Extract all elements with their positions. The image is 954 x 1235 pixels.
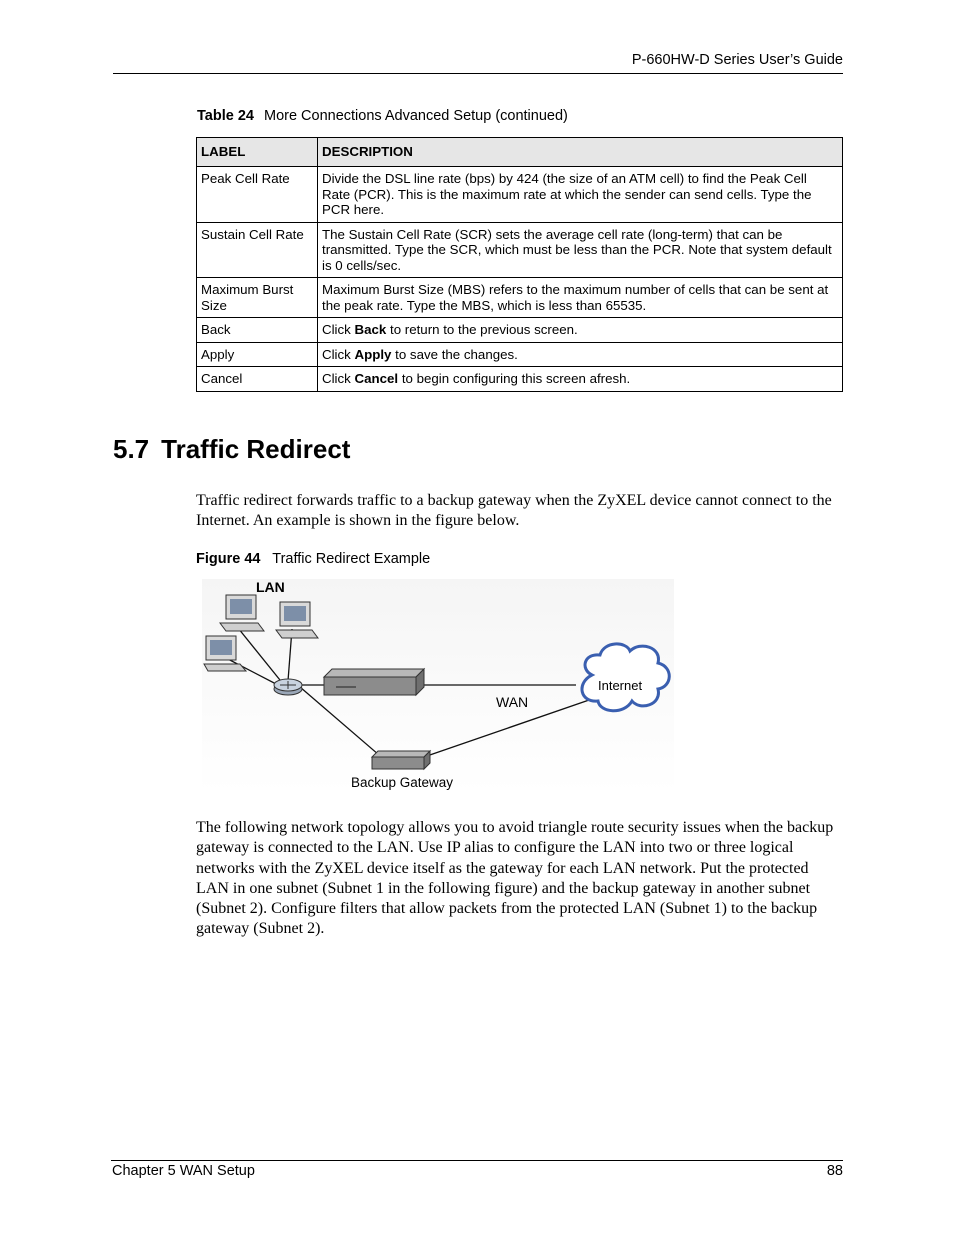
row-label: Peak Cell Rate <box>197 167 318 223</box>
row-description: Maximum Burst Size (MBS) refers to the maximum number of cells that can be sent at the peak rate. Type the MBS, which is less than 65535. <box>318 278 843 318</box>
section-title: Traffic Redirect <box>161 434 351 464</box>
row-label: Maximum Burst Size <box>197 278 318 318</box>
figure-caption <box>196 551 430 567</box>
table-row <box>197 342 843 367</box>
row-label: Back <box>197 318 318 343</box>
chapter-name: Chapter 5 WAN Setup <box>112 1163 255 1179</box>
row-description: Click Cancel to begin configuring this screen afresh. <box>318 367 843 392</box>
row-label: Apply <box>197 342 318 367</box>
internet-label: Internet <box>598 678 643 693</box>
column-header-label: LABEL <box>197 138 318 167</box>
section-number: 5.7 <box>113 434 150 464</box>
traffic-redirect-diagram <box>196 575 678 797</box>
settings-table <box>196 137 843 392</box>
page-header <box>113 51 843 74</box>
row-label: Cancel <box>197 367 318 392</box>
table-row <box>197 167 843 223</box>
row-description: Divide the DSL line rate (bps) by 424 (the size of an ATM cell) to find the Peak Cell Rate (PCR). This is the maximum rate at which the sender can send cells. Type the PCR here. <box>318 167 843 223</box>
column-header-description: DESCRIPTION <box>318 138 843 167</box>
section-heading <box>113 434 350 465</box>
row-description: Click Apply to save the changes. <box>318 342 843 367</box>
backup-gateway-icon <box>372 751 430 769</box>
table-row <box>197 222 843 278</box>
table-caption-text: More Connections Advanced Setup (continued) <box>263 108 568 124</box>
figure-caption-text: Traffic Redirect Example <box>272 551 431 567</box>
figure-caption-label: Figure 44 <box>196 551 261 567</box>
intro-paragraph: Traffic redirect forwards traffic to a backup gateway when the ZyXEL device cannot connect to the Internet. An example is shown in the figure below. <box>196 492 832 530</box>
page-footer <box>111 1160 843 1179</box>
table-row <box>197 278 843 318</box>
table-caption <box>197 108 568 124</box>
router-icon <box>324 669 424 695</box>
wan-label: WAN <box>496 694 529 710</box>
row-label: Sustain Cell Rate <box>197 222 318 278</box>
backup-gateway-label: Backup Gateway <box>351 775 454 790</box>
topology-paragraph: The following network topology allows you to avoid triangle route security issues when the backup gateway is connected to the LAN. Use IP alias to configure the LAN into two or three logical networks with the ZyXEL device itself as the gateway for each LAN network. Put the protected LAN in one subnet (Subnet 1 in the following figure) and the backup gateway in another subnet (Subnet 2). Configure filters that allow packets from the protected LAN (Subnet 1) to the backup gateway (Subnet 2). <box>196 819 834 938</box>
row-description: Click Back to return to the previous screen. <box>318 318 843 343</box>
table-row <box>197 367 843 392</box>
lan-label: LAN <box>256 579 285 595</box>
guide-title: P-660HW-D Series User’s Guide <box>631 52 843 68</box>
table-row <box>197 318 843 343</box>
row-description: The Sustain Cell Rate (SCR) sets the average cell rate (long-term) that can be transmitted. Type the SCR, which must be less than the PCR. Note that system default is 0 cells/sec. <box>318 222 843 278</box>
table-header-row <box>197 138 843 167</box>
hub-icon <box>274 679 302 695</box>
page-number: 88 <box>826 1163 843 1179</box>
internet-cloud-icon <box>582 644 669 711</box>
table-caption-label: Table 24 <box>197 108 254 124</box>
